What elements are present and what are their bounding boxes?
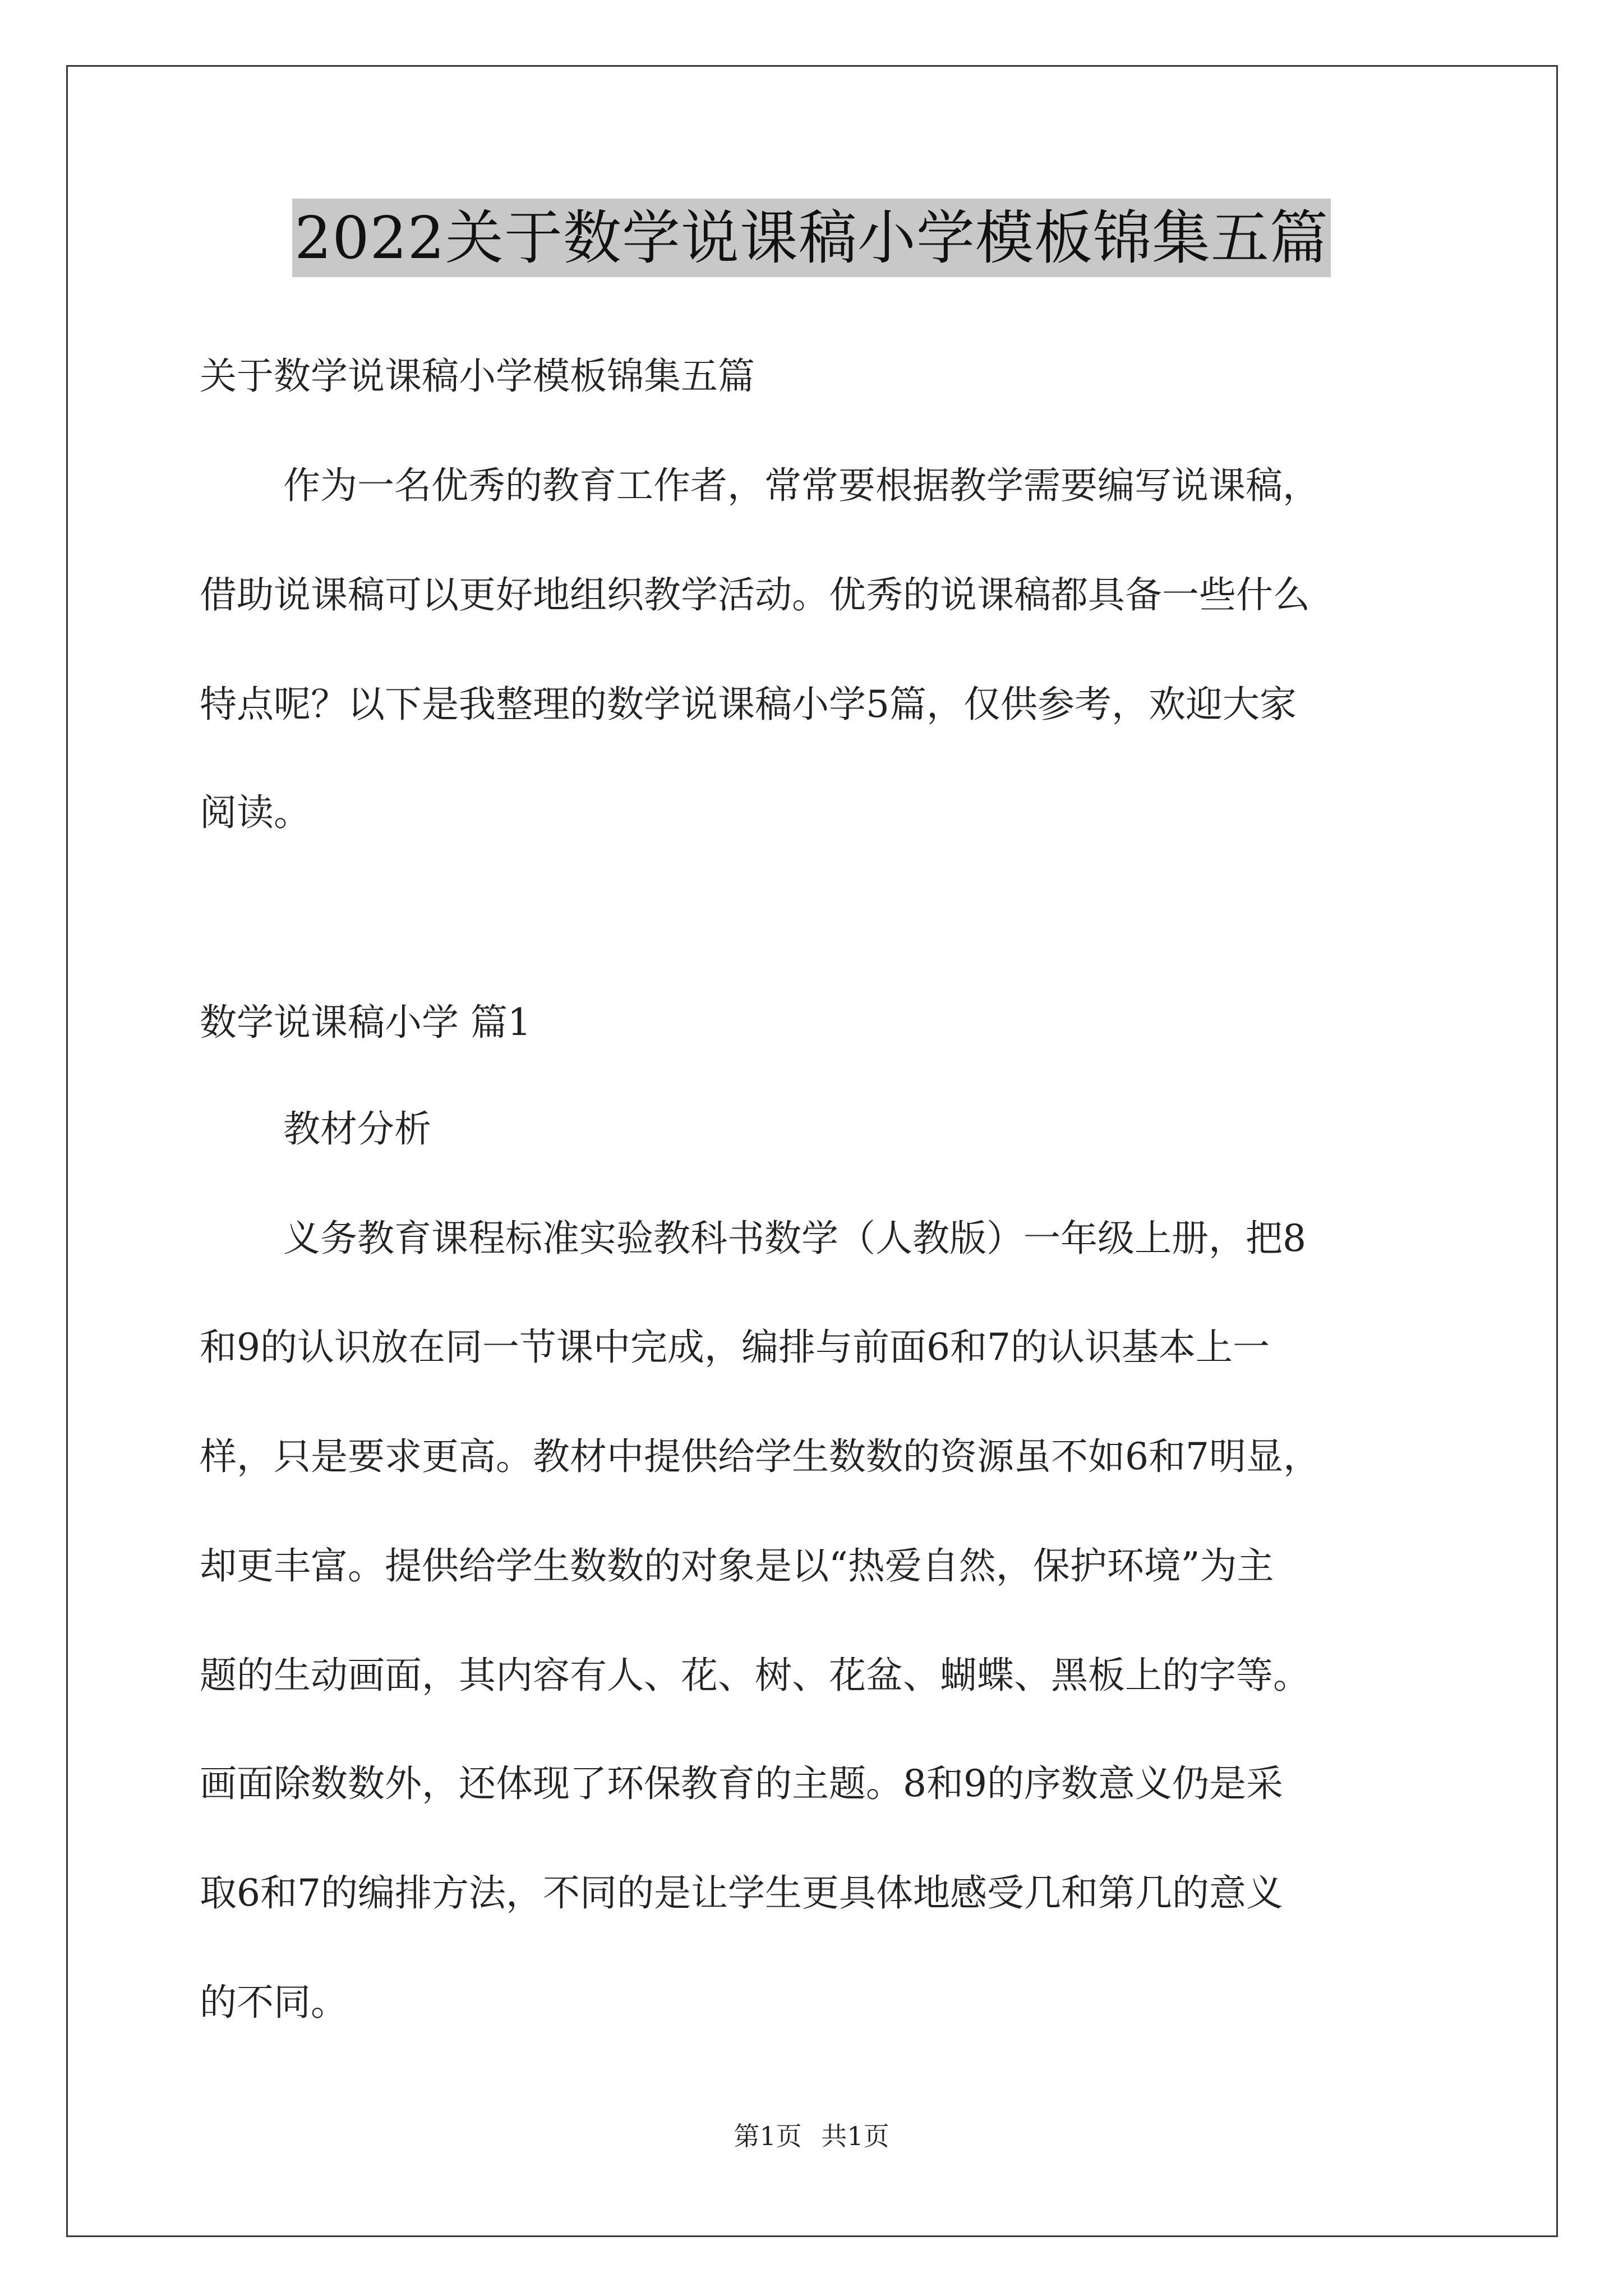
body-line-1: 义务教育课程标准实验教科书数学（人教版）一年级上册，把8: [283, 1217, 1306, 1260]
intro-line-1: 作为一名优秀的教育工作者，常常要根据教学需要编写说课稿，: [283, 464, 1320, 507]
intro-line-4: 阅读。: [200, 791, 311, 834]
intro-line-3: 特点呢？以下是我整理的数学说课稿小学5篇，仅供参考，欢迎大家: [200, 683, 1297, 726]
page-number-current: 第1页: [734, 2121, 802, 2151]
page-number-total: 共1页: [821, 2121, 889, 2151]
document-title: 2022关于数学说课稿小学模板锦集五篇: [292, 199, 1331, 277]
title-container: [0, 199, 1623, 277]
section-heading: 数学说课稿小学 篇1: [200, 1001, 531, 1044]
body-line-3: 样，只是要求更高。教材中提供给学生数数的资源虽不如6和7明显，: [200, 1435, 1320, 1478]
body-line-7: 取6和7的编排方法，不同的是让学生更具体地感受几和第几的意义: [200, 1871, 1283, 1915]
intro-line-2: 借助说课稿可以更好地组织教学活动。优秀的说课稿都具备一些什么: [200, 573, 1310, 616]
body-line-5: 题的生动画面，其内容有人、花、树、花盆、蝴蝶、黑板上的字等。: [200, 1654, 1310, 1697]
body-line-4: 却更丰富。提供给学生数数的对象是以“热爱自然，保护环境”为主: [200, 1544, 1274, 1588]
subheading-materials-analysis: 教材分析: [283, 1107, 431, 1151]
body-line-6: 画面除数数外，还体现了环保教育的主题。8和9的序数意义仍是采: [200, 1762, 1283, 1805]
document-subtitle: 关于数学说课稿小学模板锦集五篇: [200, 355, 755, 398]
body-line-2: 和9的认识放在同一节课中完成，编排与前面6和7的认识基本上一: [200, 1326, 1270, 1369]
body-line-8: 的不同。: [200, 1981, 348, 2024]
page-footer: [0, 2119, 1623, 2153]
